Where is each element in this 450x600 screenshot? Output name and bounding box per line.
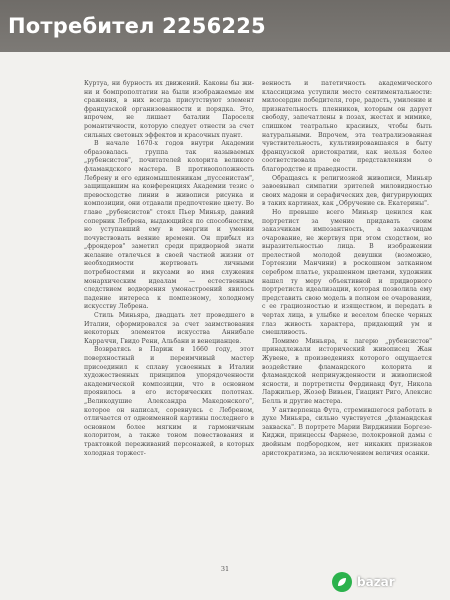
banner-title: Потребител 2256225 [8,14,266,38]
watermark-logo [332,570,442,594]
paragraph: Возвратясь в Париж в 1660 году, этот поверхностный и переимчивый мастер присоединил к сплаву усвоенных в Италии художественных принципов упорядоченности академической композиции, что в основном проявилось в его исторических полотнах. „Великодушие Александра Македонского", которое он написал, соревнуясь с Лебреном, отличается от одноименной картины последнего в основном более мягким и гармоничным колоритом, а также тоном повествования и трактовкой переживаний персонажей, в которых холодная торжест- [84,346,254,457]
paragraph: венность и патетичность академического классицизма уступили место сентиментальности: милосердие победителя, горе, радость, умиление и признательность пленников, которым он дарует свободу, запечатлены в позах, жестах и мимике, слишком театрально красивых, чтобы быть натуральными. Впрочем, эта театрализованная чувствительность, культивировавшаяся в быту французской аристократии, как нельзя более соответствовала ее представлениям о благородстве и праведности. [262,80,432,173]
page-number: 31 [220,565,230,573]
paragraph: Стиль Миньяра, двадцать лет проведшего в Италии, сформировался за счет заимствования некоторых элементов искусства Аннибале Карраччи, Гвидо Рени, Альбани и венецианцев. [84,312,254,345]
seller-banner [0,0,450,52]
paragraph: В начале 1670-х годов внутри Академии образовалась группа так называемых „рубенсистов", почитателей колорита великого фламандского мастера. В противоположность Лебрену и его единомышленникам „пуссенистам", защищавшим на конференциях Академии тезис о превосходстве линии в живописи рисунка и композиции, они отдавали предпочтение цвету. Во главе „рубенсистов" стоял Пьер Миньяр, давний соперник Лебрена, выдающийся по способностям, но уступавший ему в энергии и умении почувствовать веяние времени. Он прибыл из „фрондеров" заметил среди придворной знати желание отвлечься в своей частной жизни от необходимости жертвовать личными потребностями и вкусами во имя служения монархическим идеалам — естественным следствием водворения умонастроений явилось падение интереса к помпезному, холодному искусству Лебрена. [84,140,254,311]
paragraph: Обращаясь к религиозной живописи, Миньяр завоевывал симпатии зрителей миловидностью своих мадонн и серафических дев, фигурирующих в таких картинах, как „Обручение св. Екатерины". [262,174,432,208]
paragraph: У антверпенца Фута, стремившегося работать в духе Миньяра, сильно чувствуется „фламандская закваска". В портрете Марии Вирджинии Боргезе-Киджи, принцессы Фарнезе, полокровной дамы с двойным подбородком, нет никаких признаков аристократизма, за исключением величия осанки. [262,406,432,457]
paragraph: Но превыше всего Миньяр ценился как портретист за умение придавать своим заказчикам импозантность, а заказчицам очарование, не жертвуя при этом сходством, но выразительностью лица. В изображении прелестной молодой девушки (возможно, Гортензии Манчини) в роскошном затканном серебром платье, украшенном цветами, художник нашел ту меру объективной и придворного портретиста идеализации, которая позволила ему представить свою модель в полном ее очаровании, с ее грациозностью и изяществом, и передать в чертах лица, в улыбке и веселом блеске черных глаз живость характера, придающий ум и смешливость. [262,208,432,337]
watermark-text: bazar [357,575,395,589]
paragraph: Помимо Миньяра, к лагерю „рубенсистов" принадлежали исторический живописец Жан Жувене, в произведениях которого ощущается воздействие фламандского колорита и фламандской непринужденности и живописной ясности, и портретисты Фердинанд Фут, Никола Ларжильер, Жозеф Вивьен, Гиацинт Риго, Алексис Белль и другие мастера. [262,337,432,405]
paragraph: Куртуа, ни бурность их движений. Каковы бы жи-ни и бомпрополтатии на были изображаемые им сражения, в них всегда присутствуют элемент французской организованности и порядка. Это, впрочем, не лишает баталии Пароселя романтичности, которую следует отнести за счет сильных световых эффектов и красочных пуант. [84,80,254,139]
left-text-column [84,80,254,458]
leaf-icon [332,572,352,592]
right-text-column [262,80,432,458]
